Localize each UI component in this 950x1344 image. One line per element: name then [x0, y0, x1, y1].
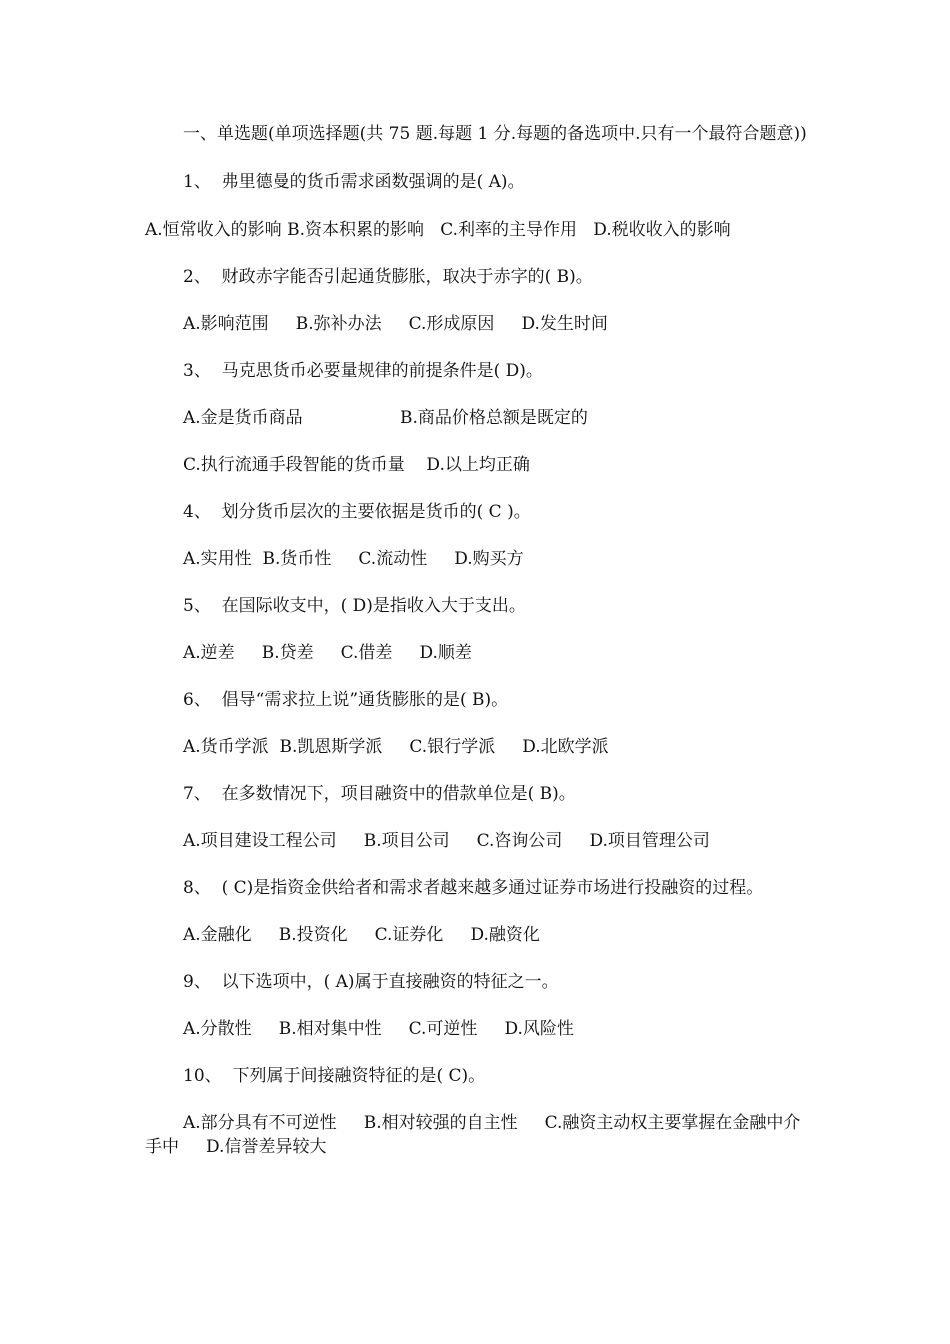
question-3-options-2: C.执行流通手段智能的货币量 D.以上均正确 [183, 455, 530, 475]
question-4: 4、 划分货币层次的主要依据是货币的( C )。 [183, 502, 531, 522]
question-8-options: A.金融化 B.投资化 C.证券化 D.融资化 [183, 925, 540, 945]
question-7-options: A.项目建设工程公司 B.项目公司 C.咨询公司 D.项目管理公司 [183, 831, 710, 851]
question-3: 3、 马克思货币必要量规律的前提条件是( D)。 [183, 361, 543, 381]
section-heading: 一、单选题(单项选择题(共 75 题.每题 1 分.每题的备选项中.只有一个最符合题意)) [183, 124, 807, 144]
question-2-options: A.影响范围 B.弥补办法 C.形成原因 D.发生时间 [183, 314, 608, 334]
question-5-options: A.逆差 B.贷差 C.借差 D.顺差 [183, 643, 472, 663]
question-3-options: A.金是货币商品 B.商品价格总额是既定的 [183, 408, 588, 428]
document-page [145, 122, 810, 1159]
question-8: 8、 ( C)是指资金供给者和需求者越来越多通过证券市场进行投融资的过程。 [183, 878, 764, 898]
question-4-options: A.实用性 B.货币性 C.流动性 D.购买方 [183, 549, 524, 569]
question-1-options: A.恒常收入的影响 B.资本积累的影响 C.利率的主导作用 D.税收收入的影响 [145, 220, 731, 240]
question-6-options: A.货币学派 B.凯恩斯学派 C.银行学派 D.北欧学派 [183, 737, 609, 757]
question-10-options: A.部分具有不可逆性 B.相对较强的自主性 C.融资主动权主要掌握在金融中介手中 D.信誉差异较大 [145, 1113, 801, 1157]
question-6: 6、 倡导“需求拉上说”通货膨胀的是( B)。 [183, 690, 509, 710]
question-7: 7、 在多数情况下，项目融资中的借款单位是( B)。 [183, 784, 576, 804]
question-10: 10、 下列属于间接融资特征的是( C)。 [183, 1066, 486, 1086]
question-9: 9、 以下选项中，( A)属于直接融资的特征之一。 [183, 972, 559, 992]
question-2: 2、 财政赤字能否引起通货膨胀，取决于赤字的( B)。 [183, 267, 593, 287]
question-5: 5、 在国际收支中，( D)是指收入大于支出。 [183, 596, 526, 616]
question-1: 1、 弗里德曼的货币需求函数强调的是( A)。 [183, 172, 525, 192]
question-9-options: A.分散性 B.相对集中性 C.可逆性 D.风险性 [183, 1019, 574, 1039]
